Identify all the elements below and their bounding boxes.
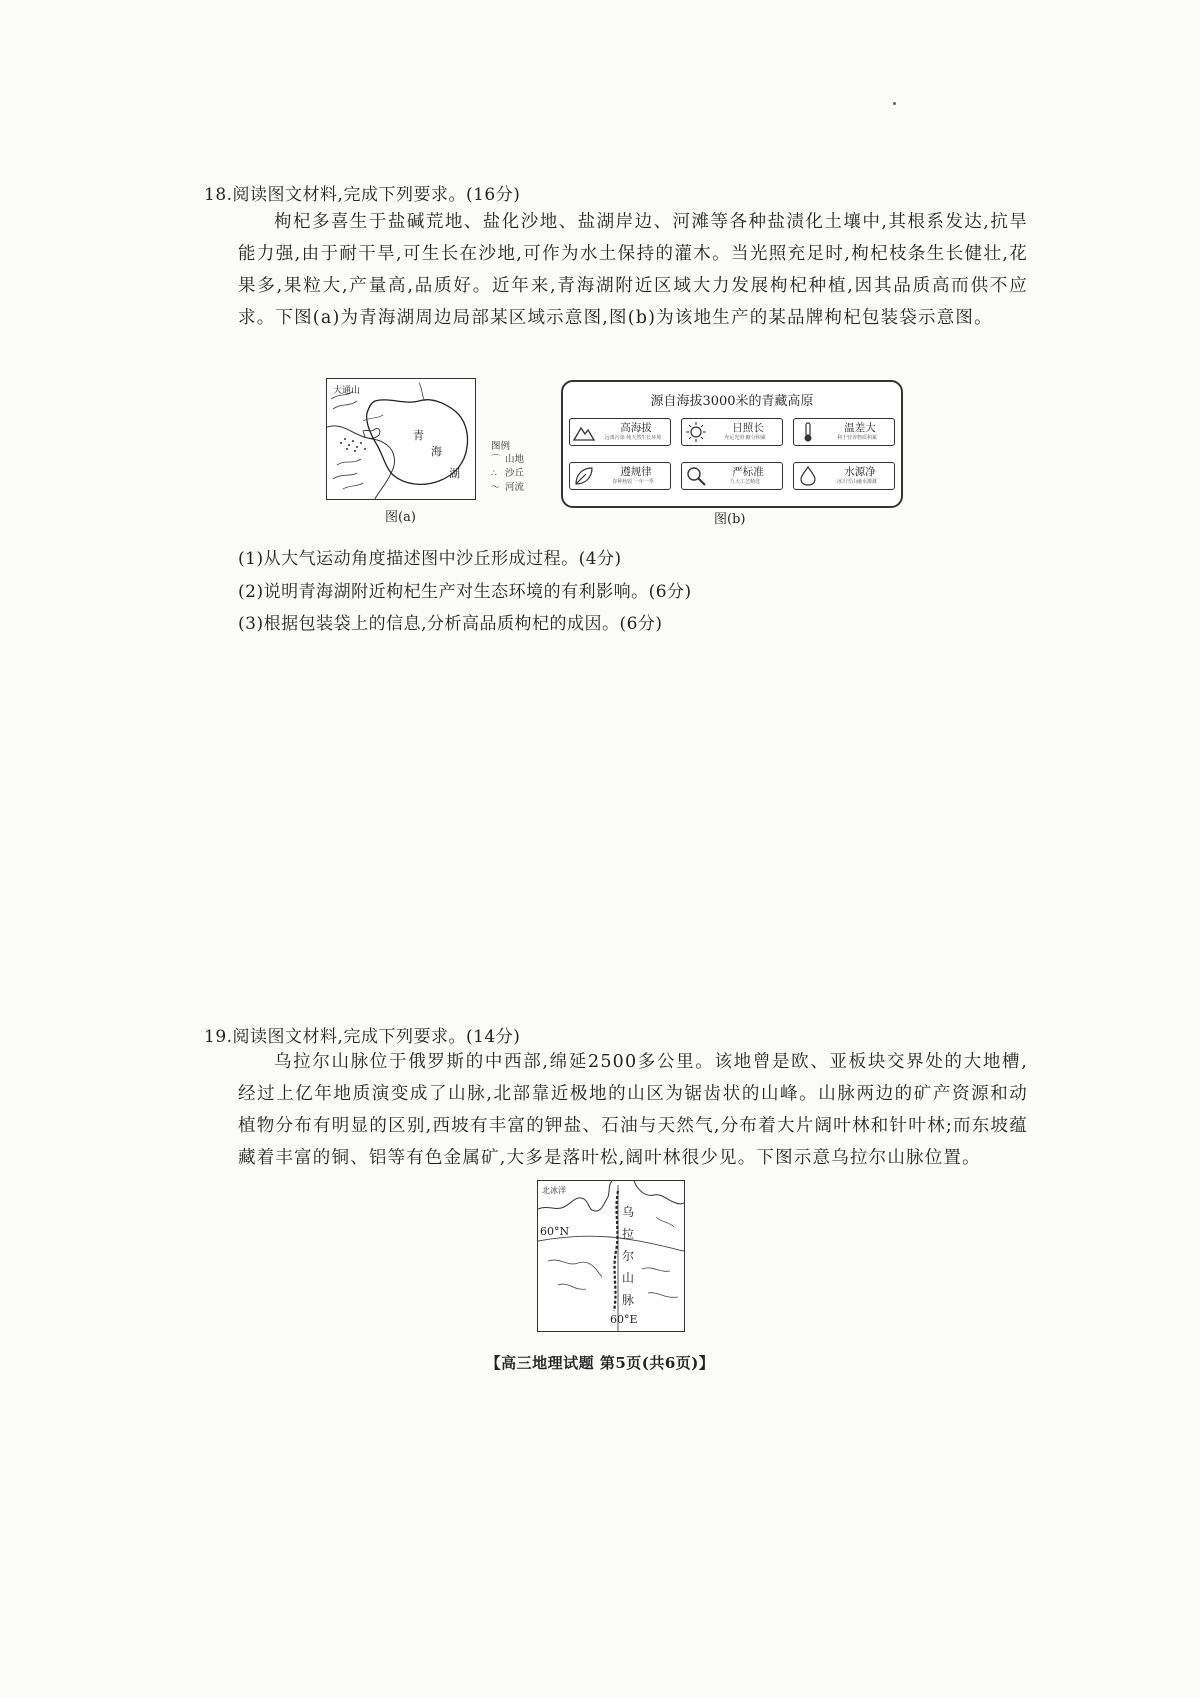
q18-title: 18.阅读图文材料,完成下列要求。(16分) — [204, 185, 521, 205]
badge-sub: 冰川雪山融水灌溉 — [836, 479, 877, 485]
leaf-icon — [573, 465, 595, 487]
q18-subquestion-1: (1)从大气运动角度描述图中沙丘形成过程。(4分) — [238, 549, 622, 569]
badge-label: 遵规律 — [620, 466, 652, 478]
q19-paragraph: 乌拉尔山脉位于俄罗斯的中西部,绵延2500多公里。该地曾是欧、亚板块交界处的大地槽,经过上亿年地质演变成了山脉,北部靠近极地的山区为锯齿状的山峰。山脉两边的矿产资源和动植物分布有明显的区别,西坡有丰富的钾盐、石油与天然气,分布着大片阔叶林和针叶林;而东坡蕴藏着丰富的铜、铝等有色金属矿,大多是落叶松,阔叶林很少见。下图示意乌拉尔山脉位置。 — [238, 1052, 1028, 1168]
legend-label: 山地 — [505, 454, 525, 465]
q18-subquestion-2: (2)说明青海湖附近枸杞生产对生态环境的有利影响。(6分) — [238, 582, 692, 602]
thermometer-icon — [797, 421, 819, 443]
lake-label-char: 青 — [413, 429, 424, 442]
badge-sub: 利于营养物质积累 — [836, 435, 877, 441]
badge-label: 水源净 — [844, 466, 876, 478]
figure-b-package — [561, 380, 903, 508]
map-longitude-label: 60°E — [610, 1313, 638, 1326]
badge-clean-water — [793, 462, 895, 490]
badge-temperature-range — [793, 418, 895, 446]
river-icon: ～ — [491, 483, 501, 493]
mountain-icon: ⌒ — [491, 455, 501, 465]
figure-a-corner-label: 大通山 — [333, 386, 361, 396]
mountain-icon — [573, 421, 595, 443]
badge-label: 严标准 — [732, 466, 764, 478]
figure-a-caption: 图(a) — [385, 510, 416, 525]
legend-label: 沙丘 — [505, 468, 525, 479]
legend-row-river — [491, 481, 524, 495]
q19-title: 19.阅读图文材料,完成下列要求。(14分) — [204, 1027, 521, 1047]
scan-speck — [893, 102, 896, 105]
mountain-label-char: 尔 — [622, 1249, 635, 1263]
q18-subquestion-3: (3)根据包装袋上的信息,分析高品质枸杞的成因。(6分) — [238, 614, 663, 634]
mountain-label-char: 脉 — [622, 1293, 635, 1307]
package-title: 源自海拔3000米的青藏高原 — [650, 394, 814, 409]
figure-a-map — [326, 378, 476, 500]
legend-title: 图例 — [491, 441, 511, 452]
badge-sub: 远离污染 纯天然生长环境 — [604, 435, 662, 441]
badge-label: 高海拔 — [620, 422, 652, 434]
dune-icon: ∴ — [491, 469, 497, 479]
ural-map-svg — [538, 1181, 684, 1331]
badge-sub: 充足光照 糖分积累 — [724, 435, 766, 441]
badge-strict-standard — [681, 462, 783, 490]
badge-sub: 春种秋收 一年一季 — [612, 479, 654, 485]
figure-a-legend — [491, 440, 524, 495]
ural-mountains-map — [537, 1180, 685, 1332]
badge-long-sunshine — [681, 418, 783, 446]
lake-label-char: 海 — [431, 445, 442, 458]
badge-sub: 九大工艺精选 — [729, 479, 760, 485]
qinghai-lake-map-svg — [327, 379, 475, 499]
mountain-label-char: 拉 — [622, 1227, 635, 1241]
legend-row-dune — [491, 467, 524, 481]
magnifier-icon — [685, 465, 707, 487]
map-latitude-label: 60°N — [540, 1225, 570, 1238]
mountain-label-char: 山 — [622, 1271, 635, 1285]
legend-row-mountain — [491, 453, 524, 467]
q18-paragraph: 枸杞多喜生于盐碱荒地、盐化沙地、盐湖岸边、河滩等各种盐渍化土壤中,其根系发达,抗旱能力强,由于耐干旱,可生长在沙地,可作为水土保持的灌木。当光照充足时,枸杞枝条生长健壮,花果多,果粒大,产量高,品质好。近年来,青海湖附近区域大力发展枸杞种植,因其品质高而供不应求。下图(a)为青海湖周边局部某区域示意图,图(b)为该地生产的某品牌枸杞包装袋示意图。 — [238, 212, 1028, 328]
figure-b-caption: 图(b) — [714, 512, 746, 527]
mountain-label-char: 乌 — [622, 1205, 635, 1219]
badge-label: 日照长 — [732, 422, 764, 434]
badge-high-altitude — [569, 418, 671, 446]
legend-label: 河流 — [505, 482, 525, 493]
lake-label-char: 湖 — [449, 467, 460, 480]
water-drop-icon — [797, 465, 819, 487]
badge-label: 温差大 — [844, 422, 876, 434]
sun-icon — [685, 421, 707, 443]
map-ocean-label: 北冰洋 — [542, 1186, 566, 1195]
badge-follow-nature — [569, 462, 671, 490]
page-footer: 【高三地理试题 第5页(共6页)】 — [485, 1354, 715, 1372]
